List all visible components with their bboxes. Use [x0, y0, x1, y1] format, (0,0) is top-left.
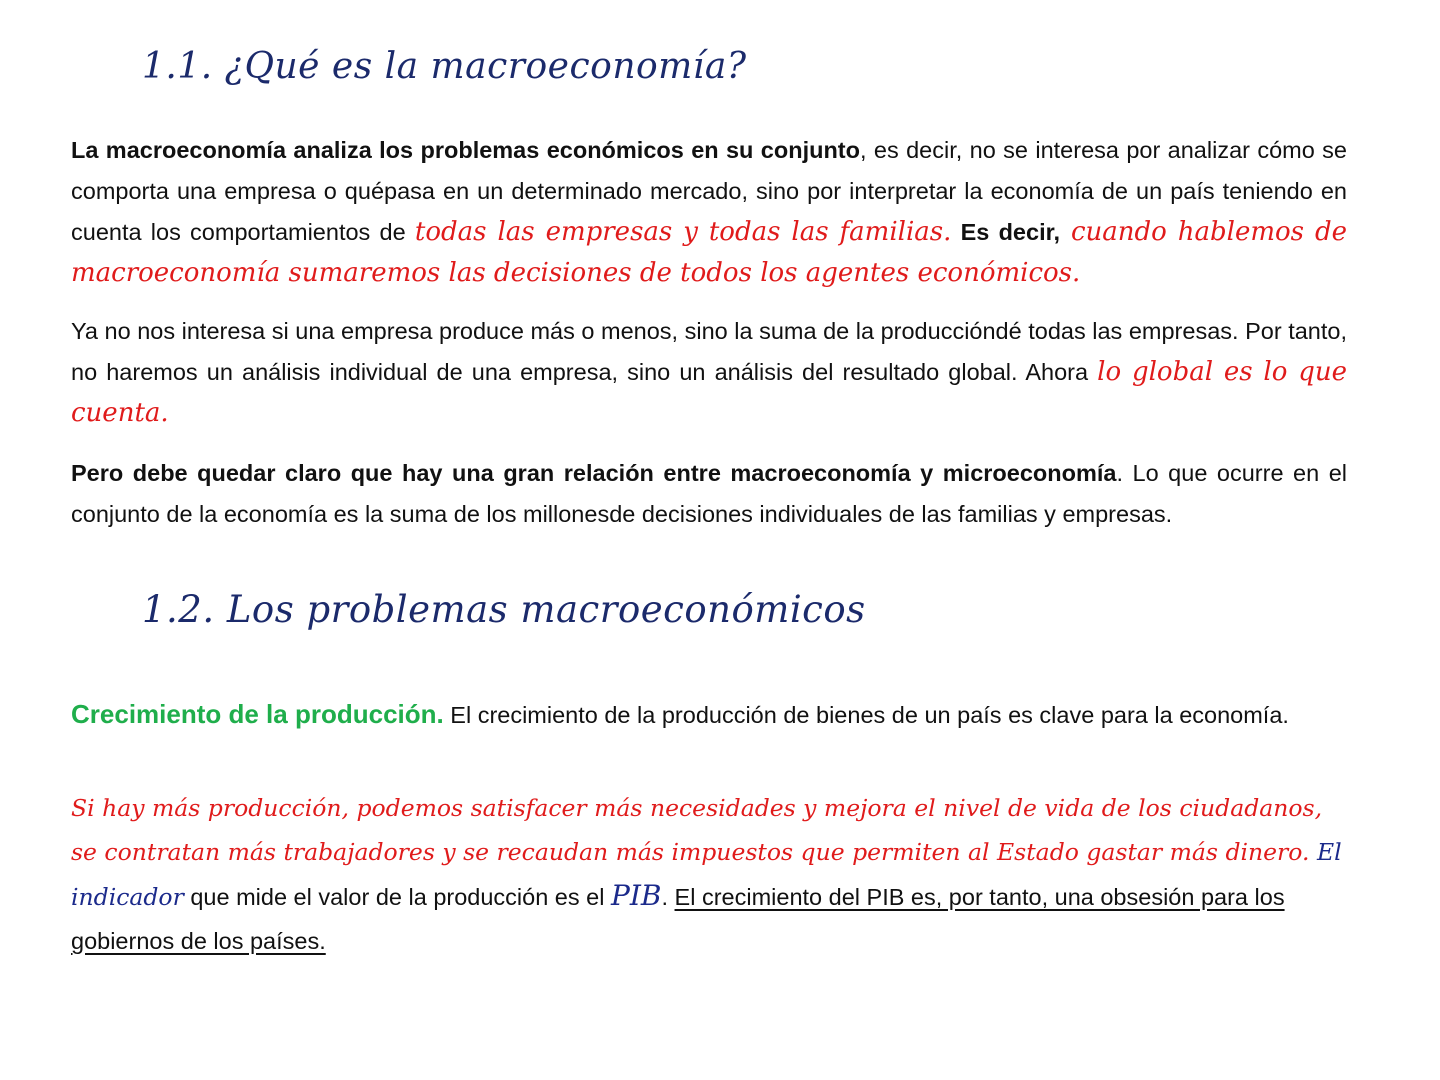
underlined-text: El crecimiento del PIB es, por tanto, una obsesión para los gobiernos de los países.: [71, 884, 1285, 954]
paragraph-macro-micro-relation: [71, 453, 1347, 535]
paragraph-crecimiento-produccion: [71, 694, 1347, 736]
green-subtitle: Crecimiento de la producción.: [71, 699, 444, 729]
section-heading-2: 1.2. Los problemas macroeconómicos: [142, 588, 866, 631]
bold-text: Pero debe quedar claro que hay una gran relación entre macroeconomía y microeconomía: [71, 460, 1117, 486]
body-text: Ya no nos interesa si una empresa produce más o menos, sino la suma de la produccióndé todas las empresas. Por tanto, no haremos un análisis individual de una empresa, sino un análisis del resultado global. Ahora: [71, 318, 1347, 385]
paragraph-pib: [71, 786, 1347, 963]
handwritten-annotation-blue: El indicador: [71, 838, 1342, 911]
body-text: , es decir, no se interesa por analizar cómo se comporta una empresa o quépasa en un determinado mercado, sino por interpretar la economía de un país teniendo en cuenta los comportamientos de: [71, 137, 1347, 245]
handwritten-annotation: cuando hablemos de macroeconomía sumaremos las decisiones de todos los agentes económicos.: [71, 217, 1347, 288]
body-text: . Lo que ocurre en el conjunto de la economía es la suma de los millonesde decisiones individuales de las familias y empresas.: [71, 460, 1348, 527]
handwritten-annotation: todas las empresas y todas las familias.: [414, 217, 952, 247]
body-text: .: [661, 884, 675, 910]
bold-text: La macroeconomía analiza los problemas económicos en su conjunto: [71, 137, 860, 163]
bold-text: Es decir,: [951, 219, 1060, 245]
handwritten-annotation: lo global es lo que cuenta.: [71, 357, 1348, 428]
paragraph-macroeconomia-definition: [71, 130, 1347, 294]
paragraph-global-result: [71, 311, 1347, 434]
body-text: El crecimiento de la producción de bienes de un país es clave para la economía.: [443, 702, 1289, 728]
body-text: que mide el valor de la producción es el: [183, 884, 611, 910]
handwritten-pib: PIB: [610, 879, 662, 912]
handwritten-annotation: Si hay más producción, podemos satisfacer más necesidades y mejora el nivel de vida de los ciudadanos, se contratan más trabajadores y se recaudan más impuestos que permiten al Estado gastar más dinero.: [71, 794, 1323, 866]
section-heading-1: 1.1. ¿Qué es la macroeconomía?: [142, 46, 747, 87]
